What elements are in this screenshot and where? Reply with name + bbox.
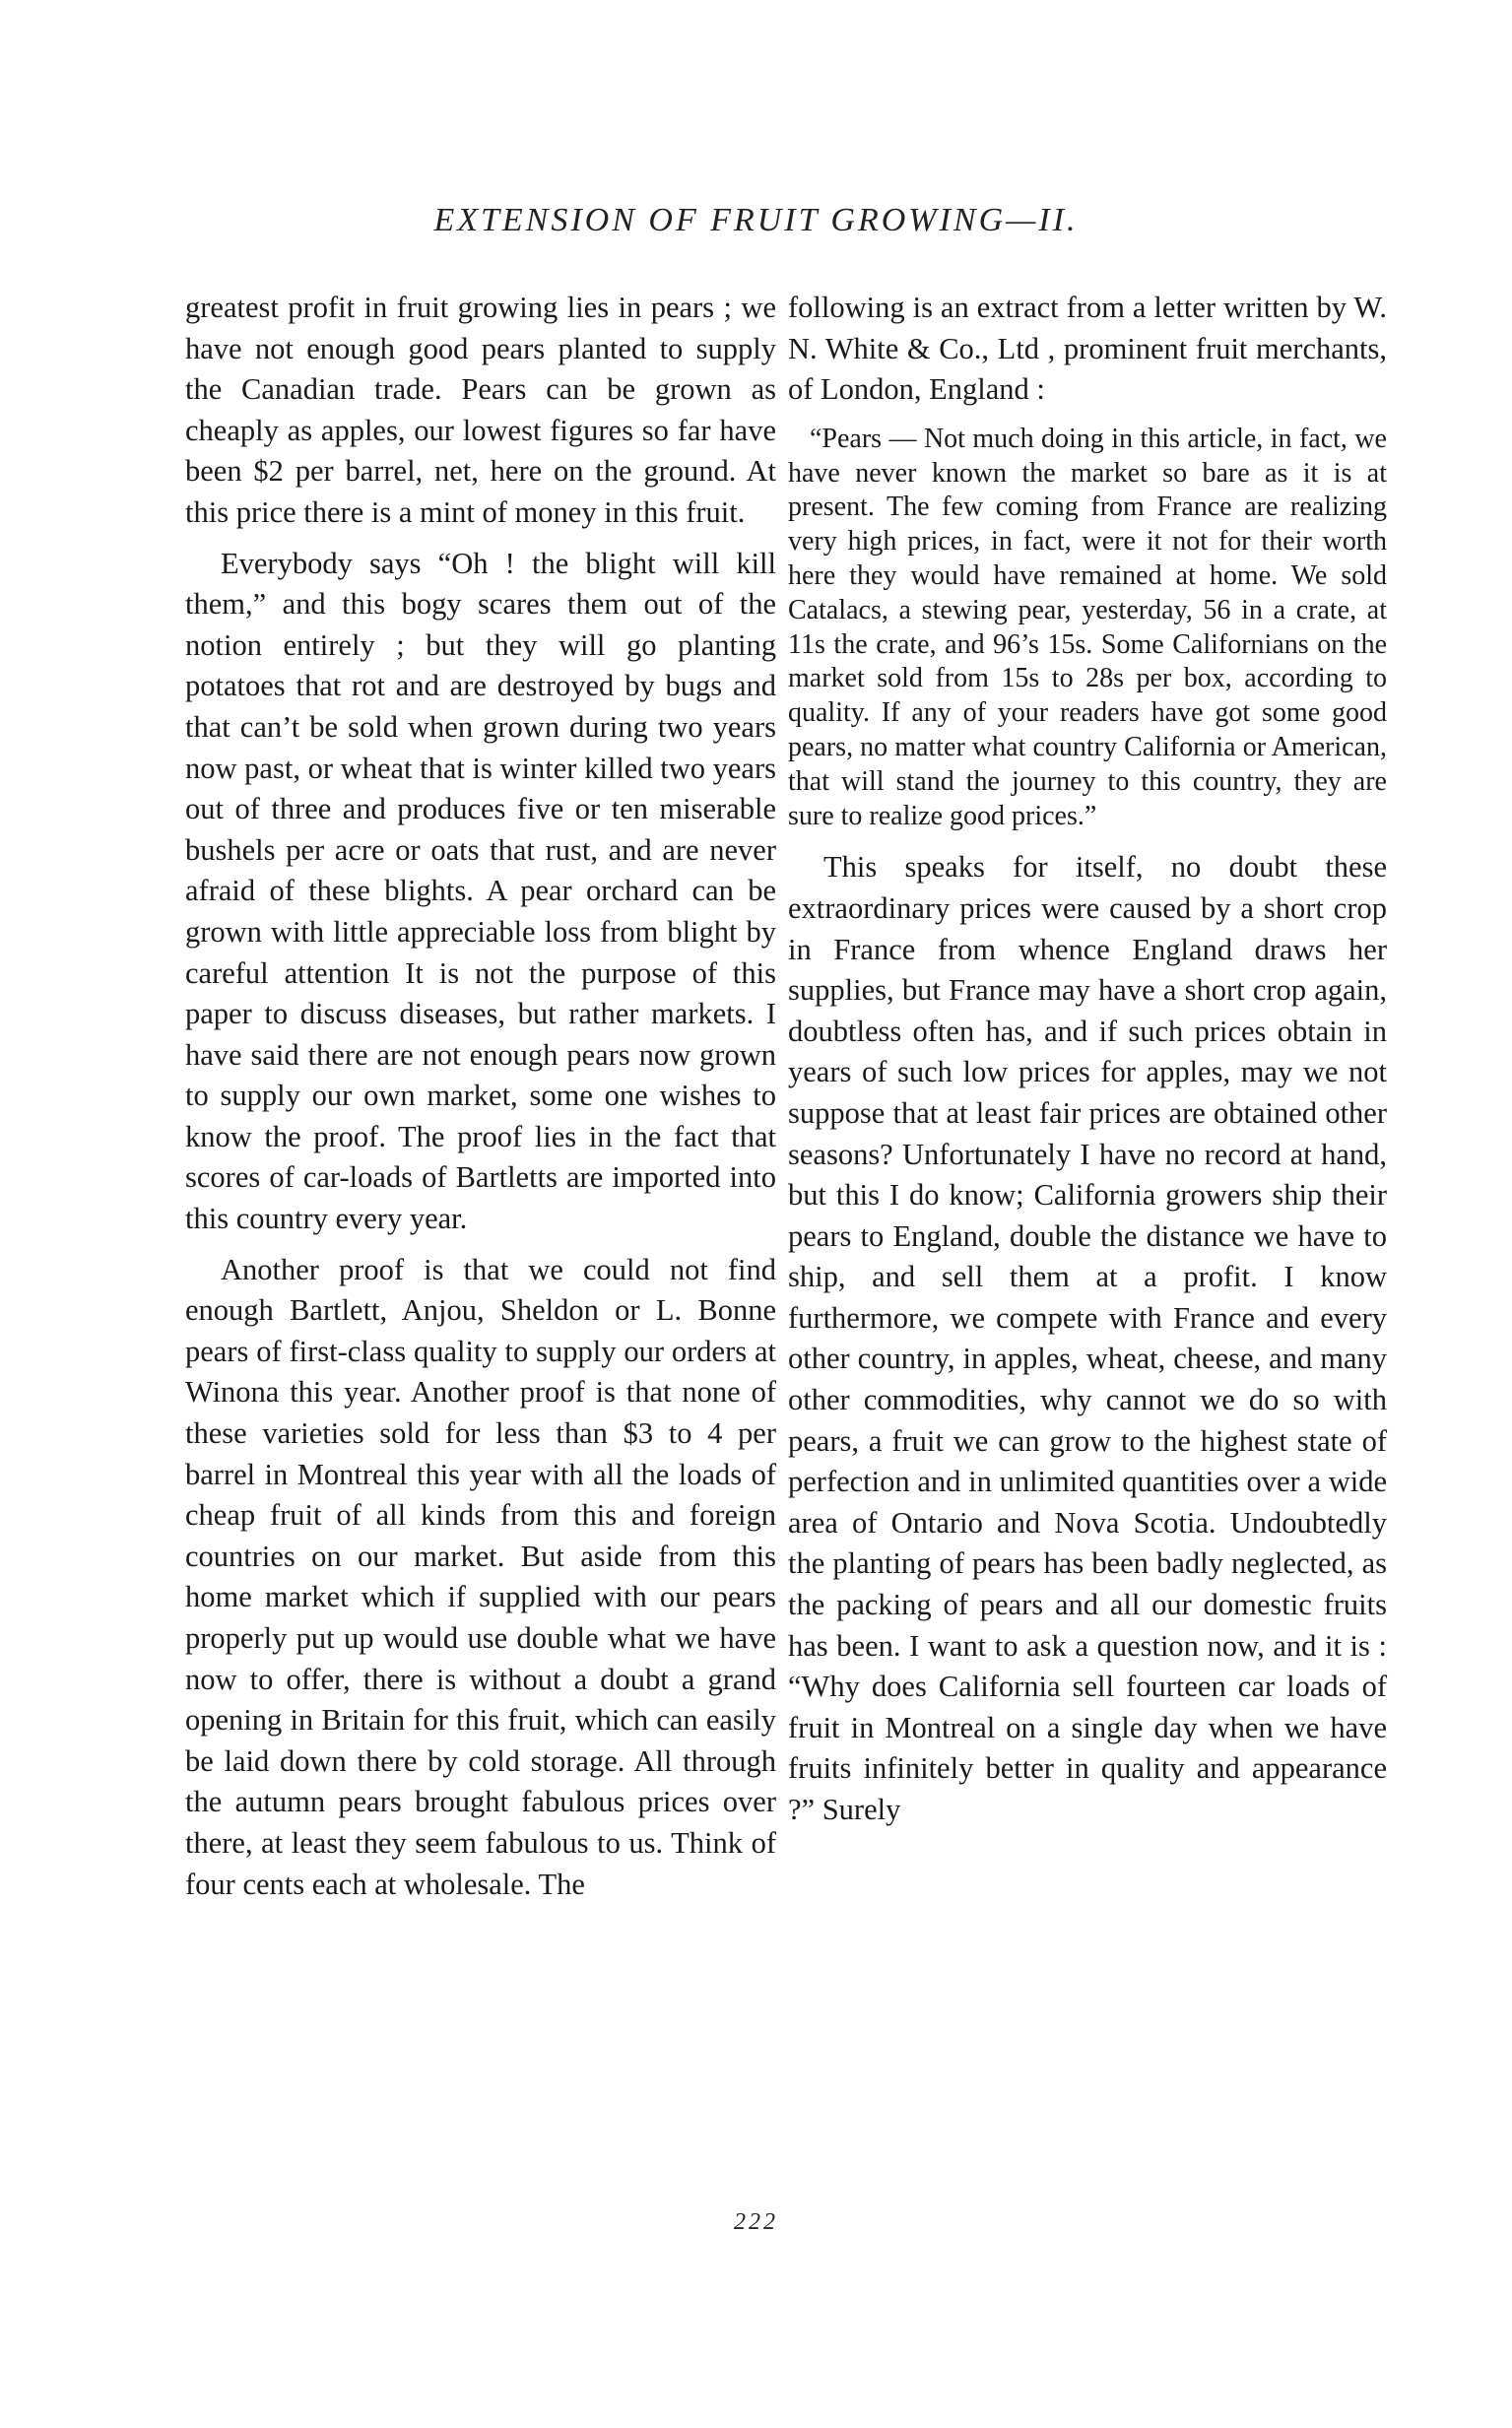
letter-quote: “Pears — Not much doing in this article, in fact, we have never known the market so bare as it is at present. The few coming from France are realizing very high prices, in fact, were it not for their worth here they would have remained at home. We sold Catalacs, a stewing pear, yesterday, 56 in a crate, at 11s the crate, and 96’s 15s. Some Californians on the market sold from 15s to 28s per box, according to quality. If any of your readers have got some good pears, no matter what country California or American, that will stand the journey to this country, they are sure to realize good prices.” [788,423,1387,831]
left-column [185,288,776,1905]
left-paragraph-1: greatest profit in fruit growing lies in pears ; we have not enough good pears planted to supply the Canadian trade. Pears can be grown as cheaply as apples, our lowest figures so far have been $2 per barrel, net, here on the ground. At this price there is a mint of money in this fruit. [185,291,776,529]
running-head: EXTENSION OF FRUIT GROWING—II. [433,202,1079,238]
right-body-paragraph: This speaks for itself, no doubt these extraordinary prices were caused by a short crop in France from whence England draws her supplies, but France may have a short crop again, doubtless often has, and if such prices obtain in years of such low prices for apples, may we not suppose that at least fair prices are obtained other seasons? Unfortunately I have no record at hand, but this I do know; California growers ship their pears to England, double the distance we have to ship, and sell them at a profit. I know furthermore, we compete with France and every other country, in apples, wheat, cheese, and many other commodities, why cannot we do so with pears, a fruit we can grow to the highest state of perfection and in unlimited quantities over a wide area of Ontario and Nova Scotia. Undoubtedly the planting of pears has been badly neglected, as the packing of pears and all our domestic fruits has been. I want to ask a question now, and it is : “Why does California sell fourteen car loads of fruit in Montreal on a single day when we have fruits infinitely better in quality and appearance ?” Surely [788,850,1387,1826]
left-paragraph-3: Another proof is that we could not find enough Bartlett, Anjou, Sheldon or L. Bonne pears of first-class quality to supply our orders at Winona this year. Another proof is that none of these varieties sold for less than $3 to 4 per barrel in Montreal this year with all the loads of cheap fruit of all kinds from this and foreign countries on our market. But aside from this home market which if supplied with our pears properly put up would use double what we have now to offer, there is without a doubt a grand opening in Britain for this fruit, which can easily be laid down there by cold storage. All through the autumn pears brought fabulous prices over there, at least they seem fabulous to us. Think of four cents each at wholesale. The [185,1252,776,1901]
right-intro-paragraph: following is an extract from a letter written by W. N. White & Co., Ltd , prominent fruit merchants, of London, England : [788,291,1387,407]
left-paragraph-2: Everybody says “Oh ! the blight will kill them,” and this bogy scares them out of the notion entirely ; but they will go planting potatoes that rot and are destroyed by bugs and that can’t be sold when grown during two years now past, or wheat that is winter killed two years out of three and produces five or ten miserable bushels per acre or oats that rust, and are never afraid of these blights. A pear orchard can be grown with little appreciable loss from blight by careful attention It is not the purpose of this paper to discuss diseases, but rather markets. I have said there are not enough pears now grown to supply our own market, some one wishes to know the proof. The proof lies in the fact that scores of car-loads of Bartletts are imported into this country every year. [185,546,776,1236]
right-column [788,288,1387,1831]
page-number: 222 [734,2209,778,2235]
